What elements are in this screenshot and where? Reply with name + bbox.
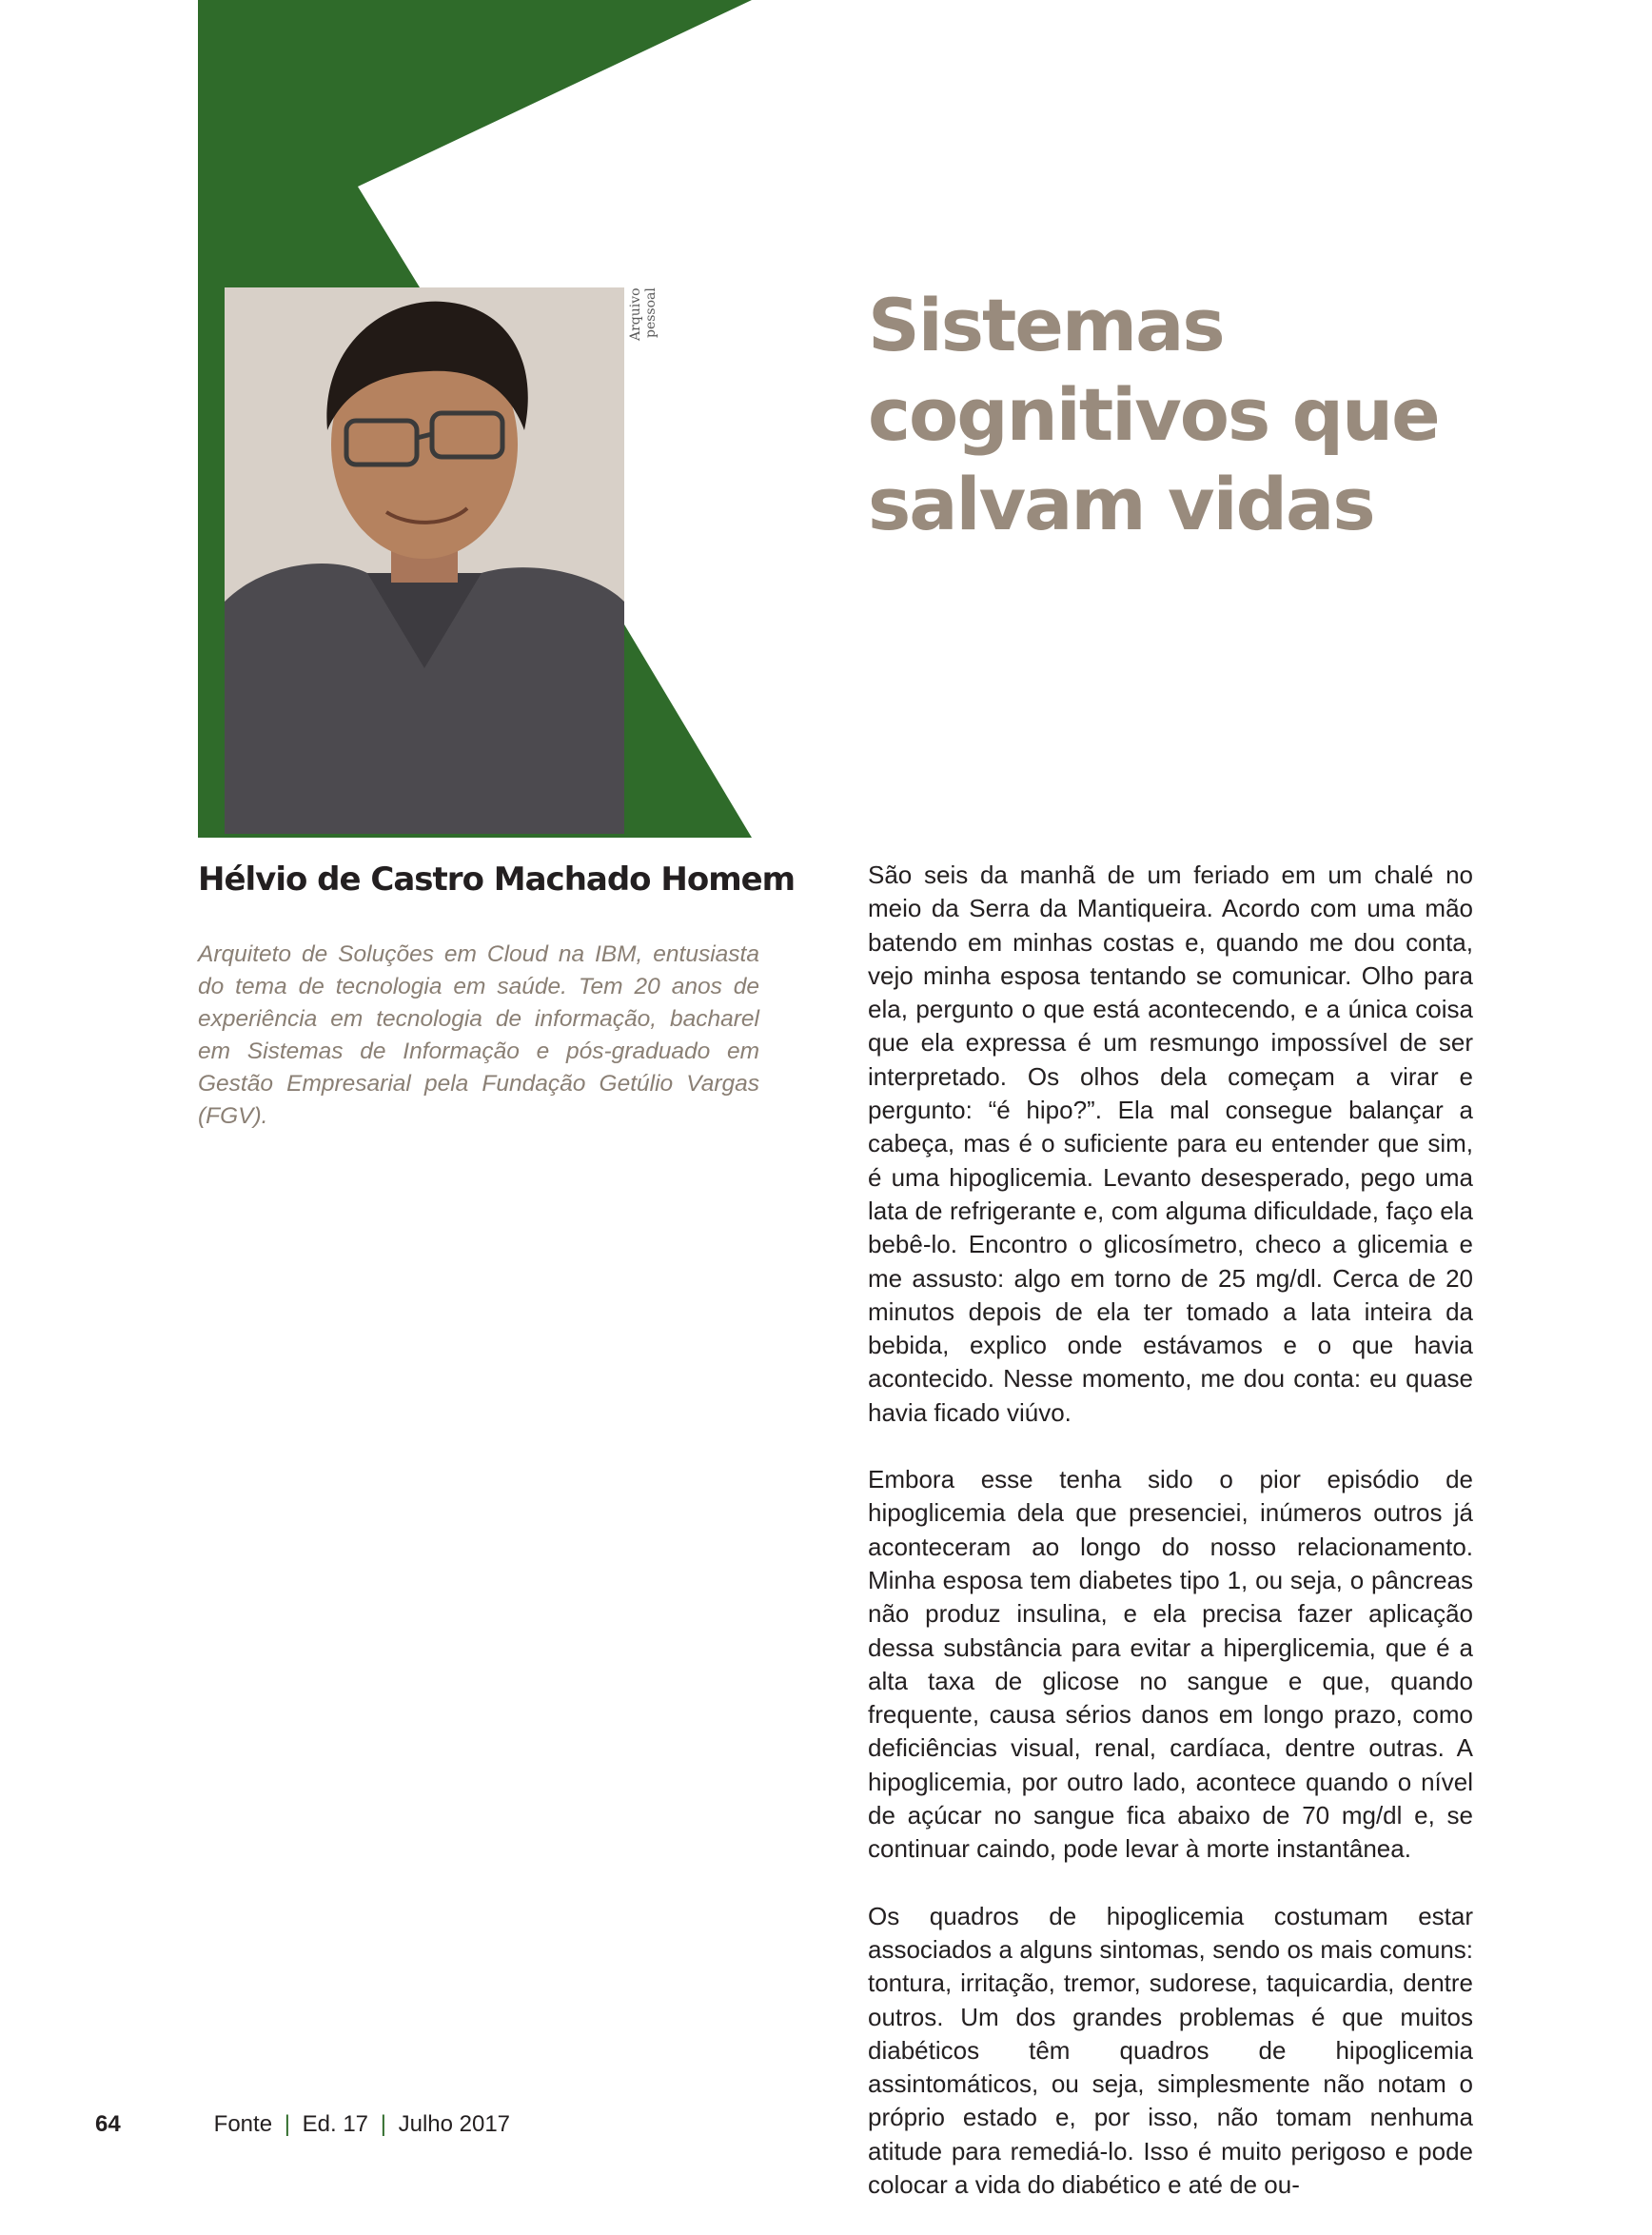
article-title xyxy=(868,281,1534,549)
author-name: Hélvio de Castro Machado Homem xyxy=(198,860,796,899)
article-body xyxy=(868,859,1473,2235)
title-line: salvam vidas xyxy=(868,462,1374,546)
edition-label: Ed. 17 xyxy=(302,2111,369,2137)
photo-credit: Arquivo pessoal xyxy=(628,287,659,341)
date-label: Julho 2017 xyxy=(398,2111,511,2137)
author-photo xyxy=(225,287,624,834)
footer-separator: | xyxy=(380,2111,386,2137)
body-paragraph: São seis da manhã de um feriado em um chalé no meio da Serra da Mantiqueira. Acordo com uma mão batendo em minhas costas e, quando me dou conta, vejo minha esposa tentando se comunicar. Olho para ela, pergunto o que está acontecendo, e a única coisa que ela expressa é um resmungo impossível de ser interpretado. Os olhos dela começam a virar e pergunto: “é hipo?”. Ela mal consegue balançar a cabeça, mas é o suficiente para eu entender que sim, é uma hipoglicemia. Levanto desesperado, pego uma lata de refrigerante e, com alguma dificuldade, faço ela bebê-lo. Encontro o glicosímetro, checo a glicemia e me assusto: algo em torno de 25 mg/dl. Cerca de 20 minutos depois de ela ter tomado a lata inteira da bebida, explico onde estávamos e o que havia acontecido. Nesse momento, me dou conta: eu quase havia ficado viúvo. xyxy=(868,860,1473,1427)
title-line: cognitivos que xyxy=(868,372,1439,457)
page-number: 64 xyxy=(95,2111,121,2137)
body-paragraph: Embora esse tenha sido o pior episódio de hipoglicemia dela que presenciei, inúmeros outros já aconteceram ao longo do nosso relacionamento. Minha esposa tem diabetes tipo 1, ou seja, o pâncreas não produz insulina, e ela precisa fazer aplicação dessa substância para evitar a hiperglicemia, que é a alta taxa de glicose no sangue e que, quando frequente, causa sérios danos em longo prazo, como deficiências visual, renal, cardíaca, dentre outras. A hipoglicemia, por outro lado, acontece quando o nível de açúcar no sangue fica abaixo de 70 mg/dl e, se continuar caindo, pode levar à morte instantânea. xyxy=(868,1465,1473,1864)
publication-name: Fonte xyxy=(213,2111,273,2137)
footer-separator: | xyxy=(284,2111,290,2137)
body-paragraph: Os quadros de hipoglicemia costumam estar associados a alguns sintomas, sendo os mais comuns: tontura, irritação, tremor, sudorese, taquicardia, dentre outros. Um dos grandes problemas é que muitos diabéticos têm quadros de hipoglicemia assintomáticos, ou seja, simplesmente não notam o próprio estado e, por isso, não tomam nenhuma atitude para remediá-lo. Isso é muito perigoso e pode colocar a vida do diabético e até de ou- xyxy=(868,1901,1473,2199)
page-footer xyxy=(95,2111,510,2138)
author-bio: Arquiteto de Soluções em Cloud na IBM, entusiasta do tema de tecnologia em saúde. Tem 20 anos de experiência em tecnologia de informação, bacharel em Sistemas de Informação e pós-graduado em Gestão Empresarial pela Fundação Getúlio Vargas (FGV). xyxy=(198,941,759,1129)
title-line: Sistemas xyxy=(868,283,1224,367)
